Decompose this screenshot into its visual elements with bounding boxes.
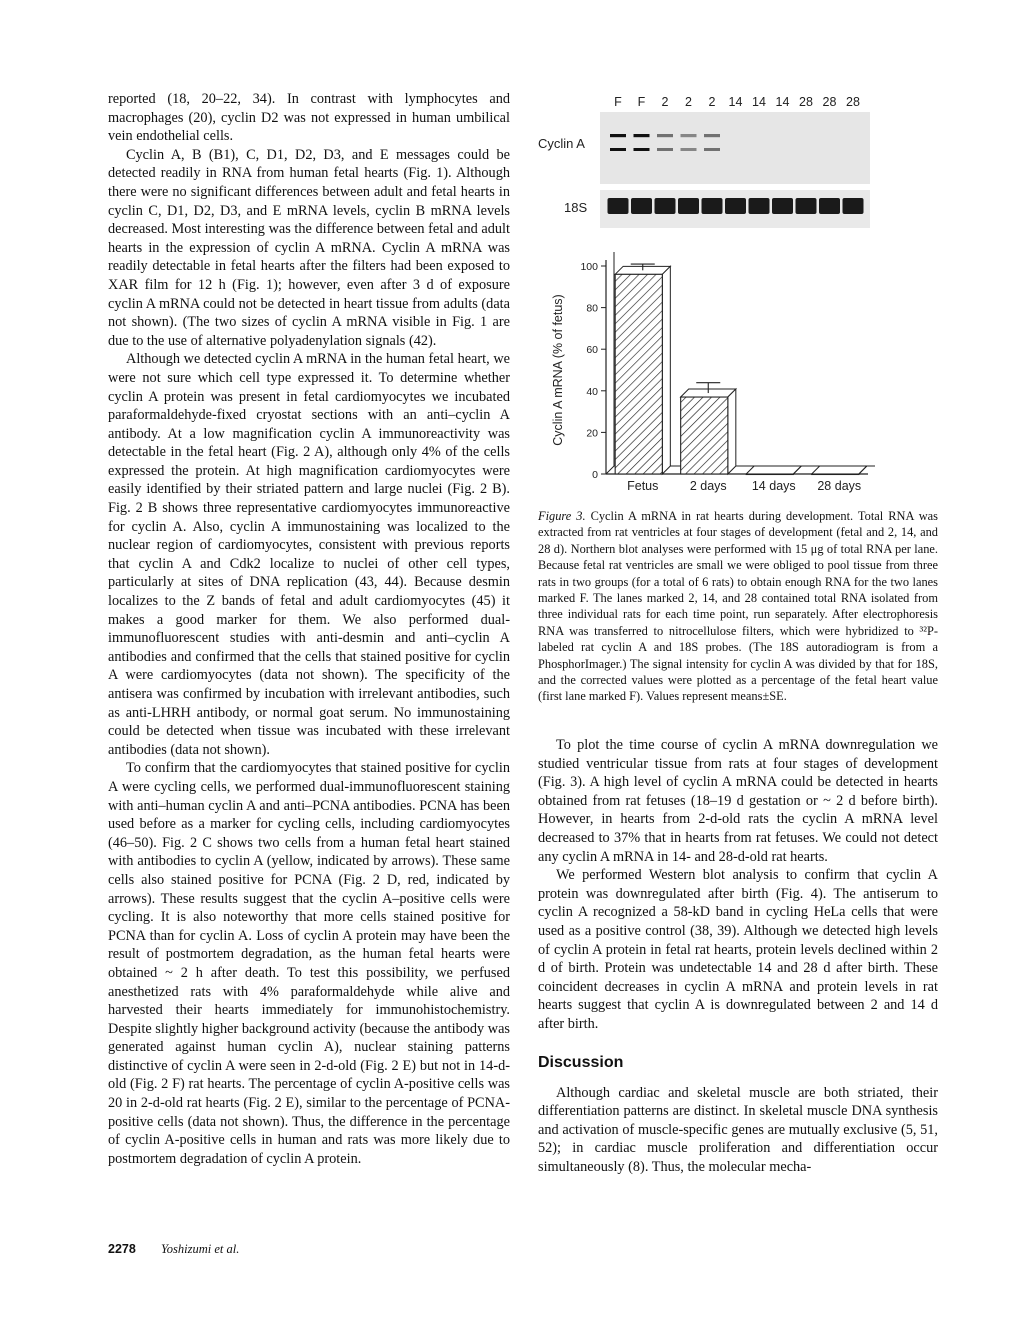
body-paragraph: reported (18, 20–22, 34). In contrast with lymphocytes and macrophages (20), cyclin D2 was not expressed in human umbilical vein endothelial cells. — [108, 91, 510, 145]
page-footer — [108, 1242, 239, 1257]
body-paragraph: To plot the time course of cyclin A mRNA downregulation we studied ventricular tissue from rats at four stages of development (Fig. 3). A high level of cyclin A mRNA could be detected in hearts obtained from rat fetuses (18–19 d gestation or ~ 2 d before birth). However, in hearts from 2-d-old rats the cyclin A mRNA level decreased to 37% that in hearts from rat fetuses. We could not detect any cyclin A mRNA in 14- and 28-d-old rat hearts. — [538, 737, 938, 865]
figure-3 — [530, 86, 875, 496]
cyclin-a-band — [610, 134, 626, 137]
y-axis-label: Cyclin A mRNA (% of fetus) — [551, 294, 565, 446]
lane-label: 2 — [661, 95, 669, 109]
18s-band — [655, 198, 676, 214]
blot-label-18s: 18S — [564, 200, 588, 215]
18s-band — [702, 198, 723, 214]
cyclin-a-band — [704, 134, 720, 137]
bar — [812, 474, 859, 475]
lane-label: 14 — [752, 95, 766, 109]
cyclin-a-band — [634, 134, 650, 137]
y-tick-label: 100 — [580, 261, 598, 273]
lane-label: 2 — [708, 95, 716, 109]
body-paragraph: Although we detected cyclin A mRNA in the human fetal heart, we were not sure which cell type expressed it. To determine whether cyclin A protein was present in fetal cardiomyocytes we incubated paraformaldehyde-fixed cryostat sections with an anti–cyclin A antibody. At a low magnification cyclin A immunoreactivity was detectable in the fetal heart (Fig. 2 A), although only 4% of the cells expressed the protein. At high magnification cardiomyocytes were easily identified by their striated pattern and large nuclei (Fig. 2 B). Fig. 2 B shows three representative cardiomyocytes immunoreactive for cyclin A. Also, cyclin A immunostaining was localized to the nuclear region of cardiomyocytes, consistent with previous reports that cyclin A and Cdk2 localize to nuclei of other cell types, particularly at sites of DNA replication (43, 44). Because desmin localizes to the Z bands of fetal and adult cardiomyocytes (45) it makes a good marker for them. We also performed dual-immunofluorescent studies with anti-desmin and anti–cyclin A antibodies and confirmed that the cells that stained positive for cyclin A were cardiomyocytes (data not shown). The specificity of the antisera was confirmed by incubation with irrelevant antibodies, such as anti-LHRH antibody, or normal goat serum. No immunostaining could be detected when tissue was incubated with these irrelevant antibodies (data not shown). — [108, 351, 510, 758]
bar-chart — [551, 252, 875, 493]
y-tick-label: 40 — [586, 385, 598, 398]
bar-top — [746, 466, 801, 474]
lane-label: 28 — [799, 95, 813, 109]
x-tick-label: Fetus — [627, 479, 659, 493]
cyclin-a-band — [681, 134, 697, 137]
cyclin-a-band — [657, 134, 673, 137]
18s-band — [819, 198, 840, 214]
18s-band — [843, 198, 864, 214]
y-tick-label: 80 — [586, 302, 598, 315]
lane-label: 28 — [846, 95, 860, 109]
left-column — [108, 90, 510, 1168]
right-column — [538, 736, 938, 1176]
body-paragraph: Although cardiac and skeletal muscle are both striated, their differentiation patterns are distinct. In skeletal muscle DNA synthesis and activation of muscle-specific genes are mutually exclusive (5, 51, 52); in cardiac muscle proliferation and differentiation occur simultaneously (8). Thus, the molecular mecha- — [538, 1084, 938, 1175]
bar — [615, 274, 662, 474]
figure-label: Figure 3. — [538, 509, 586, 523]
page-number: 2278 — [108, 1242, 136, 1256]
x-tick-label: 28 days — [817, 479, 862, 493]
bar-side — [728, 389, 736, 474]
18s-bands — [608, 198, 864, 214]
y-tick-label: 20 — [586, 427, 598, 440]
y-tick-label: 60 — [586, 344, 598, 357]
cyclin-a-band — [634, 148, 650, 151]
bar-top — [812, 466, 867, 474]
cyclin-a-band — [681, 148, 697, 151]
bar — [681, 397, 728, 474]
figure-caption — [538, 508, 938, 705]
cyclin-a-band — [704, 148, 720, 151]
cyclin-a-band — [610, 148, 626, 151]
body-paragraph: To confirm that the cardiomyocytes that stained positive for cyclin A were cycling cells, we performed dual-immunofluorescent staining with anti–human cyclin A and anti–PCNA antibodies. PCNA has been used before as a marker for cycling cells, including cardiomyocytes (46–50). Fig. 2 C shows two cells from a human fetal heart stained with antibodies to cyclin A (yellow, indicated by arrows). These same cells also stained positive for PCNA (Fig. 2 D, red, indicated by arrows). These results suggest that the cyclin A–positive cells were cycling. It is also noteworthy that more cells stained positive for PCNA than for cyclin A. Loss of cyclin A protein may have been the result of postmortem degradation, as the human fetal hearts were obtained ~ 2 h after death. To test this possibility, we perfused anesthetized rats with 4% paraformaldehyde while alive and harvested their hearts immediately for immunohistochemistry. Despite slightly higher background activity (because the antibody was generated against human cyclin A), nuclear staining patterns distinctive of cyclin A were seen in 2-d-old (Fig. 2 E) but not in 14-d-old (Fig. 2 F) rat hearts. The percentage of cyclin A-positive cells was 20 in 2-d-old rat hearts (Fig. 2 E), similar to the percentage of PCNA-positive cells (data not shown). Thus, the difference in the percentage of cyclin A-positive cells in human and rats was more likely due to postmortem degradation of cyclin A protein. — [108, 760, 510, 1167]
bar — [746, 474, 793, 475]
bar-side — [662, 266, 670, 474]
body-paragraph: Cyclin A, B (B1), C, D1, D2, D3, and E messages could be detected readily in RNA from human fetal hearts (Fig. 1). Although there were no significant differences between adult and fetal hearts in cyclin C, D1, D2, D3, and E mRNA levels, cyclin B mRNA levels decreased. Most interesting was the difference between fetal and adult hearts in the expression of cyclin A mRNA. Cyclin A mRNA was readily detectable in fetal hearts after the filters had been exposed to XAR film for 12 h (Fig. 1); however, even after 3 d of exposure cyclin A mRNA could not be detected in heart tissue from adults (data not shown). (The two sizes of cyclin A mRNA visible in Fig. 1 are due to the use of alternative polyadenylation signals (42). — [108, 146, 510, 349]
lane-label: F — [614, 95, 622, 109]
lane-label: 14 — [775, 95, 790, 109]
cyclin-a-band — [657, 148, 673, 151]
18s-band — [678, 198, 699, 214]
lane-label: F — [637, 95, 646, 109]
18s-band — [608, 198, 629, 214]
lane-label: 14 — [728, 95, 743, 109]
figure-3-graphic — [530, 86, 875, 496]
section-heading: Discussion — [538, 1053, 624, 1071]
18s-band — [725, 198, 746, 214]
18s-band — [796, 198, 817, 214]
x-tick-label: 14 days — [751, 479, 796, 493]
lane-labels — [614, 95, 860, 109]
blot-label-cyclin-a: Cyclin A — [538, 136, 585, 151]
x-tick-label: 2 days — [689, 479, 727, 493]
body-paragraph: We performed Western blot analysis to confirm that cyclin A protein was downregulated after birth (Fig. 4). The antiserum to cyclin A recognized a 58-kD band in cycling HeLa cells that were used as a positive control (38, 39). Although we detected high levels of cyclin A protein in fetal rat hearts, protein levels declined within 2 d of birth. Protein was undetectable 14 and 28 d after birth. These coincident decreases in cyclin A mRNA and protein levels in rat hearts suggest that cyclin A is downregulated between 2 and 14 d after birth. — [538, 867, 938, 1032]
lane-label: 28 — [822, 95, 837, 109]
lane-label: 2 — [685, 95, 692, 109]
18s-band — [749, 198, 770, 214]
running-authors: Yoshizumi et al. — [160, 1242, 240, 1256]
18s-band — [631, 198, 652, 214]
18s-band — [772, 198, 793, 214]
figure-caption-text: Cyclin A mRNA in rat hearts during development. Total RNA was extracted from rat ventricles at four stages of development (fetal and 2, 14, and 28 d). Northern blot analyses were performed with 15 μg of total RNA per lane. Because fetal rat ventricles are small we were obliged to pool tissue from three rats in two groups (for a total of 6 rats) to obtain enough RNA for the two lanes marked F. The lanes marked 2, 14, and 28 contained total RNA isolated from three individual rats for each time point, run separately. After electrophoresis RNA was transferred to nitrocellulose filters, which were hybridized to ³²P-labeled rat cyclin A and 18S probes. (The 18S autoradiogram is from a PhosphorImager.) The signal intensity for cyclin A was divided by that for 18S, and the corrected values were plotted as a percentage of the fetal heart value (first lane marked F). Values represent means±SE. — [538, 509, 938, 704]
y-tick-label: 0 — [592, 469, 598, 481]
